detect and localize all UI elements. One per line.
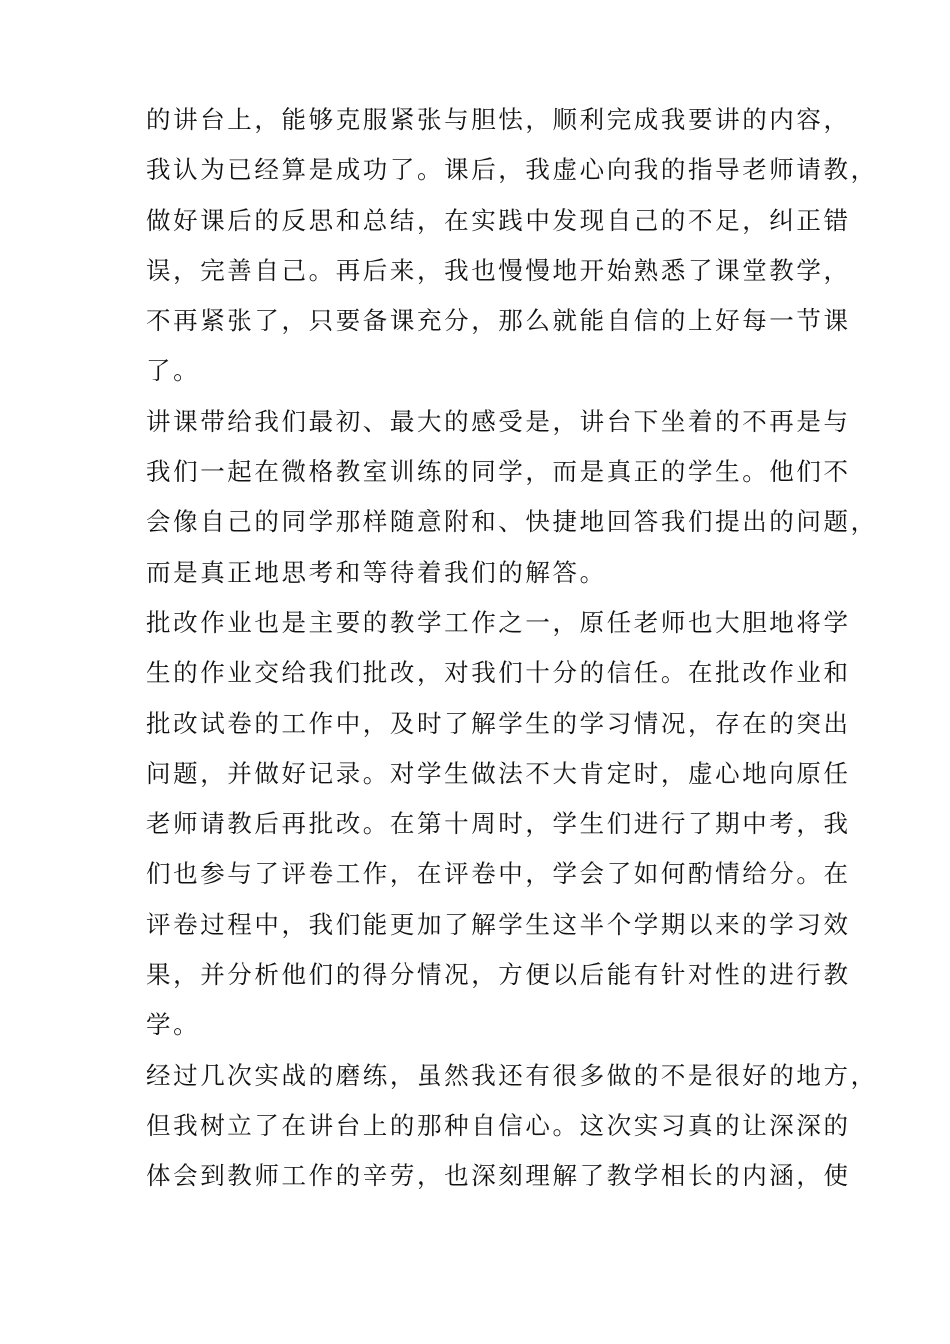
text-line: 而是真正地思考和等待着我们的解答。 — [146, 557, 607, 587]
body-text — [146, 95, 878, 1202]
text-line: 果，并分析他们的得分情况，方便以后能有针对性的进行教 — [146, 960, 851, 990]
text-line: 们也参与了评卷工作，在评卷中，学会了如何酌情给分。在 — [146, 859, 851, 889]
text-line: 但我树立了在讲台上的那种自信心。这次实习真的让深深的 — [146, 1110, 851, 1140]
text-line: 讲课带给我们最初、最大的感受是，讲台下坐着的不再是与 — [146, 406, 851, 436]
text-line: 误，完善自己。再后来，我也慢慢地开始熟悉了课堂教学， — [146, 255, 851, 285]
text-line: 我认为已经算是成功了。课后，我虚心向我的指导老师请教， — [146, 155, 878, 185]
text-line: 做好课后的反思和总结，在实践中发现自己的不足，纠正错 — [146, 205, 851, 235]
text-line: 评卷过程中，我们能更加了解学生这半个学期以来的学习效 — [146, 909, 851, 939]
text-line: 会像自己的同学那样随意附和、快捷地回答我们提出的问题， — [146, 507, 878, 537]
text-line: 批改作业也是主要的教学工作之一，原任老师也大胆地将学 — [146, 607, 851, 637]
text-line: 我们一起在微格教室训练的同学，而是真正的学生。他们不 — [146, 457, 851, 487]
text-line: 批改试卷的工作中，及时了解学生的学习情况，存在的突出 — [146, 708, 851, 738]
text-line: 学。 — [146, 1010, 201, 1040]
text-line: 问题，并做好记录。对学生做法不大肯定时，虚心地向原任 — [146, 758, 851, 788]
text-line: 不再紧张了，只要备课充分，那么就能自信的上好每一节课 — [146, 306, 851, 336]
text-line: 体会到教师工作的辛劳，也深刻理解了教学相长的内涵，使 — [146, 1161, 851, 1191]
text-line: 的讲台上，能够克服紧张与胆怯，顺利完成我要讲的内容， — [146, 105, 851, 134]
text-line: 了。 — [146, 356, 201, 386]
text-line: 经过几次实战的磨练，虽然我还有很多做的不是很好的地方， — [146, 1060, 878, 1090]
text-line: 生的作业交给我们批改，对我们十分的信任。在批改作业和 — [146, 658, 851, 688]
text-line: 老师请教后再批改。在第十周时，学生们进行了期中考，我 — [146, 809, 851, 839]
